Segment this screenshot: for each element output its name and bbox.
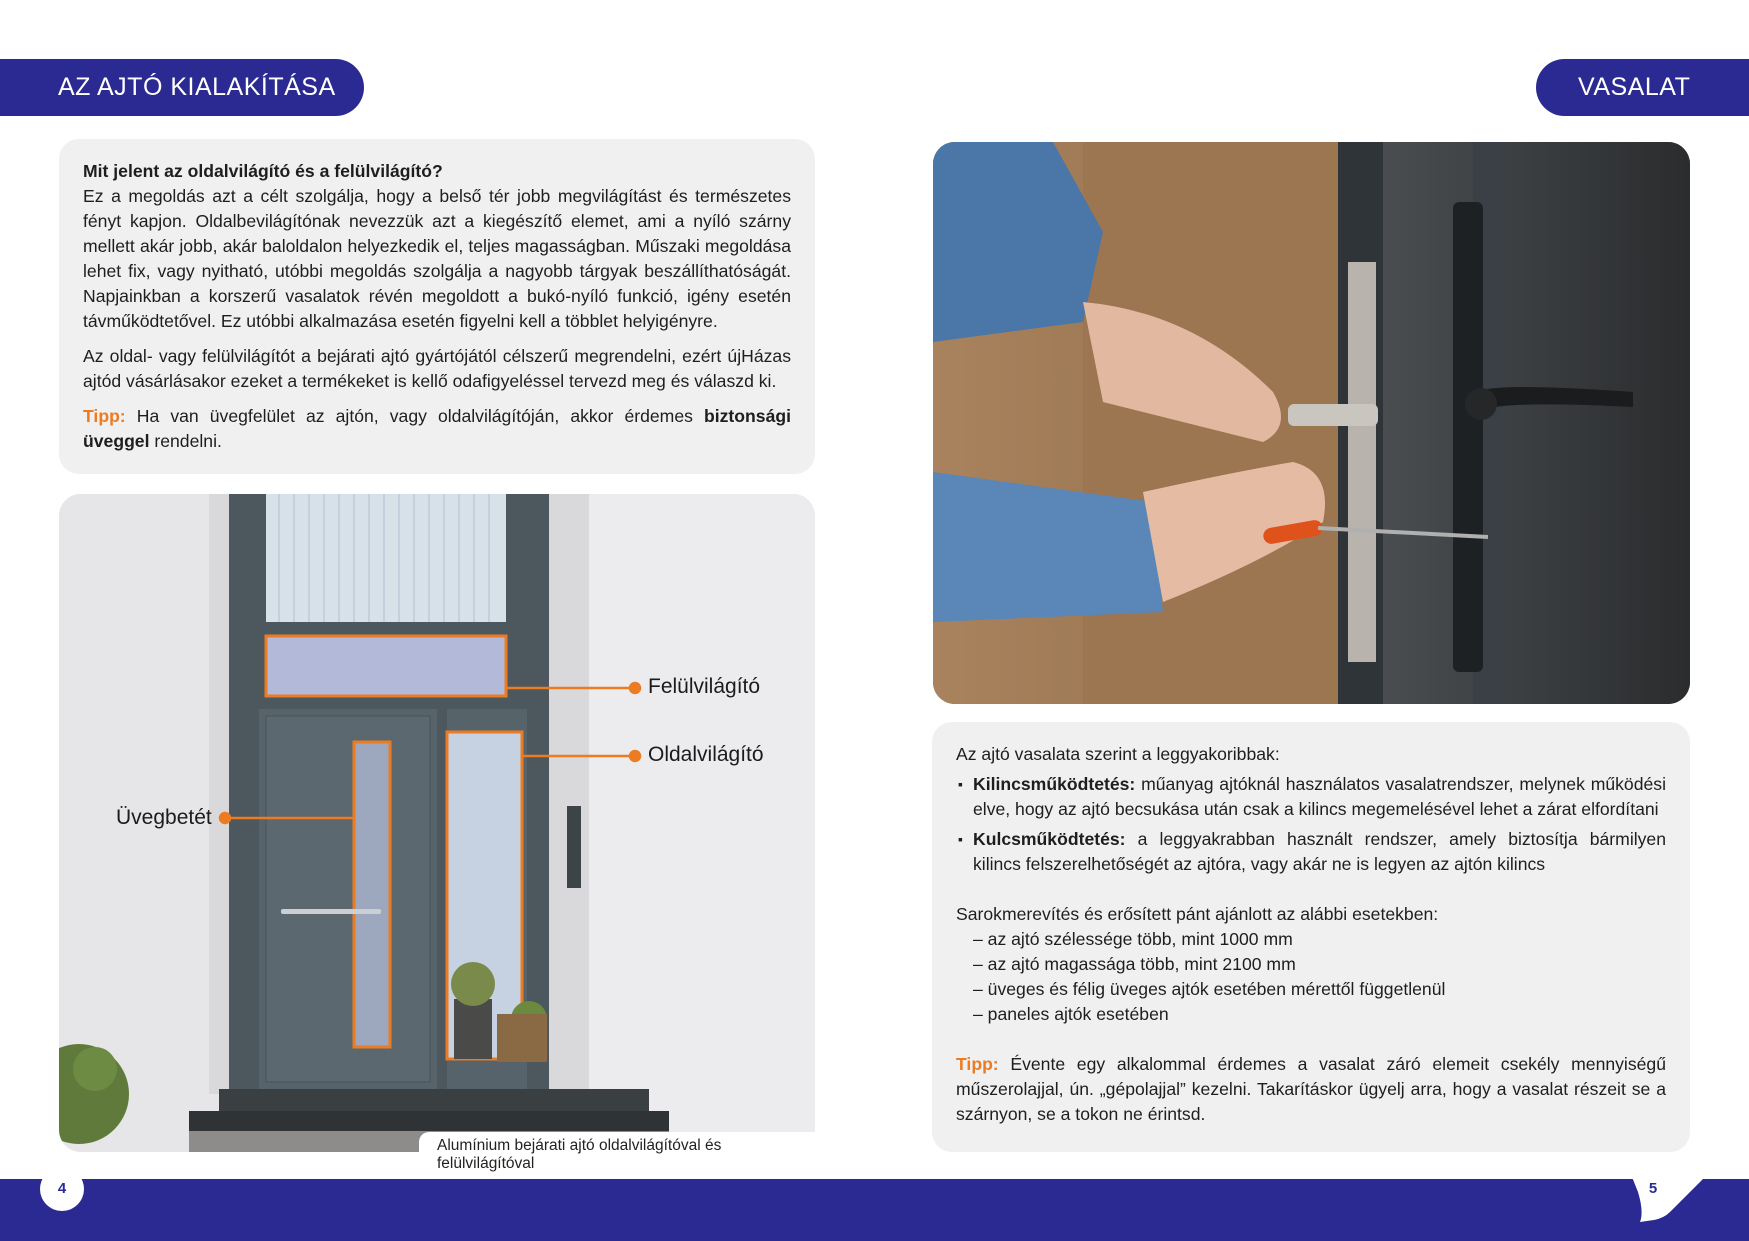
list-item (956, 827, 1666, 877)
reinforcement-intro: Sarokmerevítés és erősített pánt ajánlott az alábbi esetekben: (956, 904, 1439, 924)
bullet-text: a leggyakrabban használt rendszer, amely biztosítja bármilyen kilincs felszerelhetőségét az ajtóra, vagy akár ne is legyen az ajtón kilincs (973, 829, 1666, 874)
hardware-card (932, 722, 1690, 1152)
section-title-left-text: AZ AJTÓ KIALAKÍTÁSA (58, 73, 336, 101)
list-item (956, 772, 1666, 822)
hardware-bullet-list (956, 772, 1666, 877)
callout-transom: Felülvilágító (648, 675, 761, 698)
page-number-right: 5 (1648, 1180, 1658, 1197)
bullet-icon: ▪ (958, 776, 963, 792)
section-title-right (1536, 59, 1749, 116)
section-title-right-text: VASALAT (1578, 73, 1691, 101)
faq-tip (83, 404, 791, 454)
tip-text: Évente egy alkalommal érdemes a vasalat záró elemeit csekély mennyiségű műszerolajjal, ún. „gépolajjal” kezelni. Takarításkor ügyelj arra, hogy a vasalat részeit se a szárnyon, se a tokon ne érintsd. (956, 1054, 1666, 1124)
page-number-left: 4 (40, 1167, 84, 1211)
list-item: – üveges és félig üveges ajtók esetében mérettől függetlenül (973, 979, 1446, 999)
faq-paragraph-2: Az oldal- vagy felülvilágítót a bejárati ajtó gyártójától célszerű megrendelni, ezért újHázas ajtód vásárlásakor ezeket a termékeket is kellő odafigyeléssel tervezd meg és válaszd ki. (83, 346, 791, 391)
list-item: – az ajtó szélessége több, mint 1000 mm (973, 929, 1293, 949)
tip-text-after: rendelni. (149, 431, 222, 451)
tip-bold: biztonsági üveggel (83, 406, 791, 451)
tip-text-before: Ha van üvegfelület az ajtón, vagy oldalvilágítóján, akkor érdemes (125, 406, 704, 426)
bullet-text: műanyag ajtóknál használatos vasalatrendszer, melynek működési elve, hogy az ajtó becsukása után csak a kilincs megemelésével lehet a zárat elfordítani (973, 774, 1666, 819)
bullet-term: Kilincsműködtetés: (973, 774, 1136, 794)
list-item: – paneles ajtók esetében (973, 1004, 1169, 1024)
tip-label: Tipp: (83, 406, 126, 426)
lock-illustration (933, 142, 1690, 704)
bullet-icon: ▪ (958, 831, 963, 847)
callout-glass-insert: Üvegbetét (116, 806, 212, 829)
photo-caption: Alumínium bejárati ajtó oldalvilágítóval és felülvilágítóval (419, 1132, 821, 1158)
callout-sidelight: Oldalvilágító (648, 743, 764, 766)
footer-bar (0, 1179, 1749, 1241)
section-title-left (0, 59, 364, 116)
faq-paragraph-1: Ez a megoldás azt a célt szolgálja, hogy a belső tér jobb megvilágítást és természetes fényt kapjon. Oldalbevilágítónak nevezzük azt a kiegészítő elemet, ami a nyíló szárny mellett akár jobb, akár baloldalon helyezkedik el, teljes magasságban. Műszaki megoldása lehet fix, vagy nyitható, utóbbi megoldás szolgálja a nagyobb tárgyak beszállíthatóságát. Napjainkban a korszerű vasalatok révén megoldott a bukó-nyíló funkció, igény esetén távműködtetővel. Ez utóbbi alkalmazása esetén figyelni kell a többlet helyigényre. (83, 186, 791, 331)
hardware-tip (956, 1052, 1666, 1127)
list-item: – az ajtó magassága több, mint 2100 mm (973, 954, 1296, 974)
lock-photo (933, 142, 1690, 704)
bullet-term: Kulcsműködtetés: (973, 829, 1126, 849)
faq-card (59, 139, 815, 474)
tip-label: Tipp: (956, 1054, 999, 1074)
faq-question: Mit jelent az oldalvilágító és a felülvilágító? (83, 161, 443, 181)
reinforcement-case-list (956, 927, 1666, 1027)
hardware-intro: Az ajtó vasalata szerint a leggyakoribbak: (956, 744, 1280, 764)
